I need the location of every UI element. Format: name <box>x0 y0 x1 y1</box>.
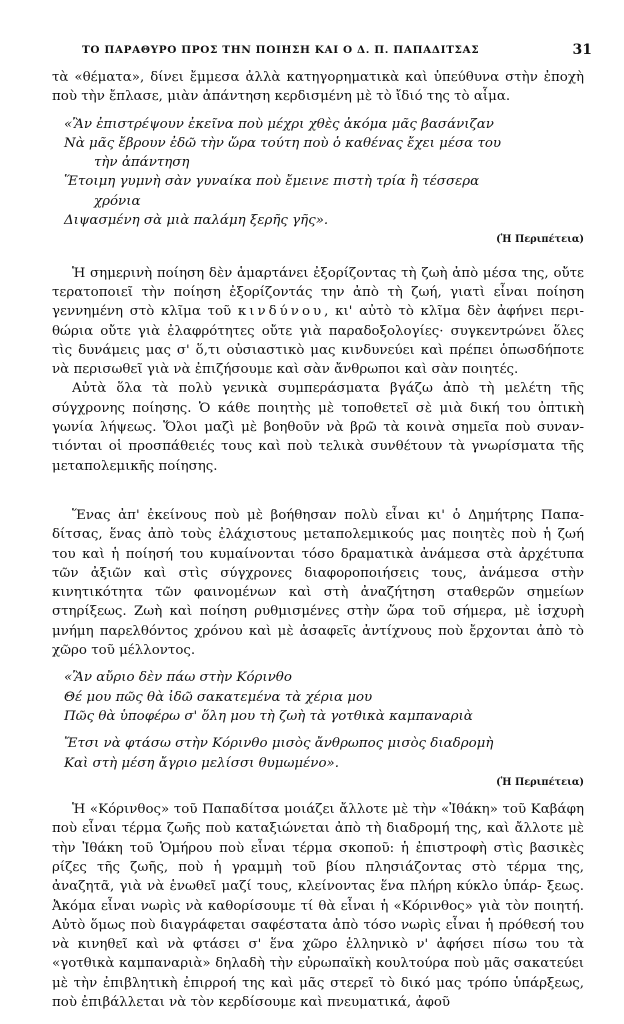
text-line: Ἡ «Κόρινθος» τοῦ Παπαδίτσα μοιάζει ἄλλοτε μὲ τὴν «Ἰθάκη» τοῦ <box>72 802 527 818</box>
text-line: τὰ «θέματα», δίνει ἔμμεσα ἀλλὰ κατηγορηματικὰ καὶ ὑπεύθυνα στὴν ἐποχὴ <box>52 70 584 85</box>
text-line: γωνία λήψεως. Ὅλοι μαζὶ μὲ βοηθοῦν νὰ βρῶ τὰ κοινὰ σημεῖα ποὺ συναν- <box>52 420 584 436</box>
text-line: ἡ πρόθεσή του νὰ κινηθεῖ καὶ νὰ φτάσει σ' ἕνα χῶρο ἑλληνικὸ ν' ἀφήσει <box>52 917 584 953</box>
poem-line: «Ἂν ἐπιστρέψουν ἐκεῖνα ποὺ μέχρι χθὲς ἀκόμα μᾶς βασάνιζαν <box>64 116 494 132</box>
poem-line-wrap: χρόνια <box>94 193 141 209</box>
spaced-word: κινδύνου <box>237 304 325 320</box>
text-line: τρόπο ὑπάρξεως, ποὺ ἐπιβάλλεται νὰ τὸν κερδίσουμε καὶ πνευματικά, ἀφοῦ <box>52 975 585 1011</box>
paragraph-5 <box>52 800 584 1012</box>
poem-line: Διψασμένη σὰ μιὰ παλάμη ξερῆς γῆς». <box>64 213 329 229</box>
text-line: Ἡ σημερινὴ ποίηση δὲν ἁμαρτάνει ἐξορίζοντας τὴ ζωὴ ἀπὸ μέσα της, <box>72 265 549 281</box>
text-line: δίτσας, ἕνας ἀπὸ τοὺς ἐλάχιστους μεταπολεμικούς μας ποιητὲς ποὺ ἡ ζωή του <box>52 527 584 562</box>
text-line: μεταπολεμικῆς ποίησης. <box>52 458 218 474</box>
text-line: ποίηση ρυθμισμένες στὴν ὥρα τοῦ σήμερα, μὲ ἰσχυρὴ μνήμη παρελθόντος <box>52 604 584 639</box>
text-line: ἄλλοτε μὲ τὴν Ἰθάκη τοῦ Ὁμήρου ποὺ εἶναι τέρμα σκοποῦ: ἡ ἐπιστροφὴ <box>52 821 584 856</box>
paragraph-1 <box>52 68 584 107</box>
text-line: περισωθεῖ γιὰ νὰ ἐπιζήσουμε καὶ σὰν ἄνθρωποι καὶ σὰν ποιητές. <box>73 362 519 378</box>
paragraph-2 <box>52 264 584 380</box>
paragraph-4 <box>52 506 584 660</box>
running-title: ΤΟ ΠΑΡΑΘΥΡΟ ΠΡΟΣ ΤΗΝ ΠΟΙΗΣΗ ΚΑΙ Ο Δ. Π. ΠΑΠΑΔΙΤΣΑΣ <box>82 44 480 56</box>
text-line: χρόνου καὶ μὲ ἀσαφεῖς ἀντίχνους ποὺ ἔρχονται ἀπὸ τὸ χῶρο τοῦ μέλλοντος. <box>52 623 584 659</box>
page-body <box>52 68 584 1012</box>
page-header <box>52 42 592 60</box>
text-line: στὶς βασικὲς ρίζες τῆς ζωῆς, ποὺ ἡ γραμμὴ τοῦ βίου πλησιάζοντας στὸ τέρμα <box>52 840 584 875</box>
poem-line: Ἔτσι νὰ φτάσω στὴν Κόρινθο μισὸς ἄνθρωπος μισὸς διαδρομὴ <box>64 736 494 752</box>
text-line: καὶ ἡ ποίησή του κυμαίνονται τόσο δραματικὰ ἀνάμεσα στὰ ἀρχέτυπα τῶν <box>52 546 584 581</box>
text-line: τιόνται οἱ προσπάθειές τους καὶ ποὺ τελικὰ συνθέτουν τὰ γνωρίσματα τῆς <box>52 439 584 455</box>
text-line: ἀξιῶν καὶ στὶς σύγχρονες διαφοροποιήσεις τους, ἀνάμεσα στὴν κινητικότητα <box>52 565 584 601</box>
text-line: ποὺ τὴν ἔπλασε, μιὰν ἀπάντηση κερδισμένη μὲ τὸ ἴδιό της τὸ αἷμα. <box>52 89 511 105</box>
text-line: τῶν φαινομένων καὶ στὴ ἀναζήτηση σταθερῶν σημείων στηρίξεως. Ζωὴ καὶ <box>52 585 584 620</box>
page-number: 31 <box>572 42 592 58</box>
poem-quote-2 <box>52 668 584 772</box>
text-line: Ἕνας ἀπ' ἐκείνους ποὺ μὲ βοήθησαν πολὺ εἶναι κι' ὁ Δημήτρης Παπα- <box>72 507 584 523</box>
paragraph-3 <box>52 379 584 475</box>
text-line: της, ἀναζητᾶ, γιὰ νὰ ἑνωθεῖ μαζί τους, κλείνοντας ἕνα πλήρη κύκλο ὑπάρ- <box>52 859 584 895</box>
text-line: γεννημένη στὸ κλῖμα τοῦ <box>52 304 238 320</box>
text-line: πίσω του τὰ «γοτθικὰ καμπαναριὰ» δηλαδὴ τὴν εὐρωπαϊκὴ κουλτούρα ποὺ <box>52 937 584 972</box>
text-line: σύγχρονης ποίησης. Ὁ κάθε ποιητὴς μὲ τοποθετεῖ σὲ μιὰ δική του ὀπτικὴ <box>52 400 584 416</box>
text-line: μᾶς σακατεύει μὲ τὴν ἐπιβλητικὴ ἐπιρροή της καὶ μᾶς στερεῖ τὸ δικό μας <box>52 956 584 991</box>
poem-line: «Ἂν αὔριο δὲν πάω στὴν Κόρινθο <box>64 670 292 686</box>
poem-line: Ἕτοιμη γυμνὴ σὰν γυναίκα ποὺ ἔμεινε πιστὴ τρία ἢ τέσσερα <box>64 174 480 190</box>
text-line: τὸν ποιητή. Αὐτὸ ὅμως ποὺ διαγράφεται σαφέστατα ἀπὸ τόσο νωρὶς εἶναι <box>52 898 584 933</box>
text-line: θώρια οὔτε γιὰ ἐλαφρότητες οὔτε γιὰ παραδοξολογίες· συγκεντρώνει ὅλες τὶς <box>52 323 584 358</box>
poem-line: Καὶ στὴ μέση ἄγριο μελίσσι θυμωμένο». <box>64 755 339 771</box>
poem-quote-1 <box>52 115 584 231</box>
poem-line: Νὰ μᾶς ἔβρουν ἐδῶ τὴν ὥρα τούτη ποὺ ὁ καθένας ἔχει μέσα του <box>64 135 502 151</box>
text-line: Αὐτὰ ὅλα τὰ πολὺ γενικὰ συμπεράσματα βγάζω ἀπὸ τὴ μελέτη τῆς <box>72 381 584 397</box>
poem-line: Θέ μου πῶς θὰ ἰδῶ σακατεμένα τὰ χέρια μου <box>64 689 373 705</box>
poem-source-1: (Ἡ Περιπέτεια) <box>496 234 584 246</box>
poem-line-wrap: τὴν ἀπάντηση <box>94 155 190 171</box>
poem-source-2: (Ἡ Περιπέτεια) <box>496 776 584 788</box>
text-line: ξεως. Ἀκόμα εἶναι νωρὶς νὰ καθορίσουμε τί θὰ εἶναι ἡ «Κόρινθος» γιὰ <box>52 879 584 914</box>
text-line: , κι' αὐτὸ τὸ κλῖμα δὲν ἀφήνει περι- <box>324 304 584 320</box>
text-line: δυνάμεις μας σ' ὅ,τι οὐσιαστικὸ μας κινδυνεύει καὶ πρέπει ὁπωσδήποτε νὰ <box>52 342 584 378</box>
poem-line: Πῶς θὰ ὑποφέρω σ' ὅλη μου τὴ ζωὴ τὰ γοτθικὰ καμπαναριὰ <box>64 708 473 724</box>
text-line: Καβάφη ποὺ εἶναι τέρμα ζωῆς ποὺ καταξιώνεται ἀπὸ τὴ διαδρομή της, καὶ <box>52 802 584 837</box>
text-line: οὔτε τερατοποιεῖ τὴν ποίηση ἐξορίζοντάς την ἀπὸ τὴ ζωή, γιατὶ εἶναι ποίηση <box>52 265 584 300</box>
